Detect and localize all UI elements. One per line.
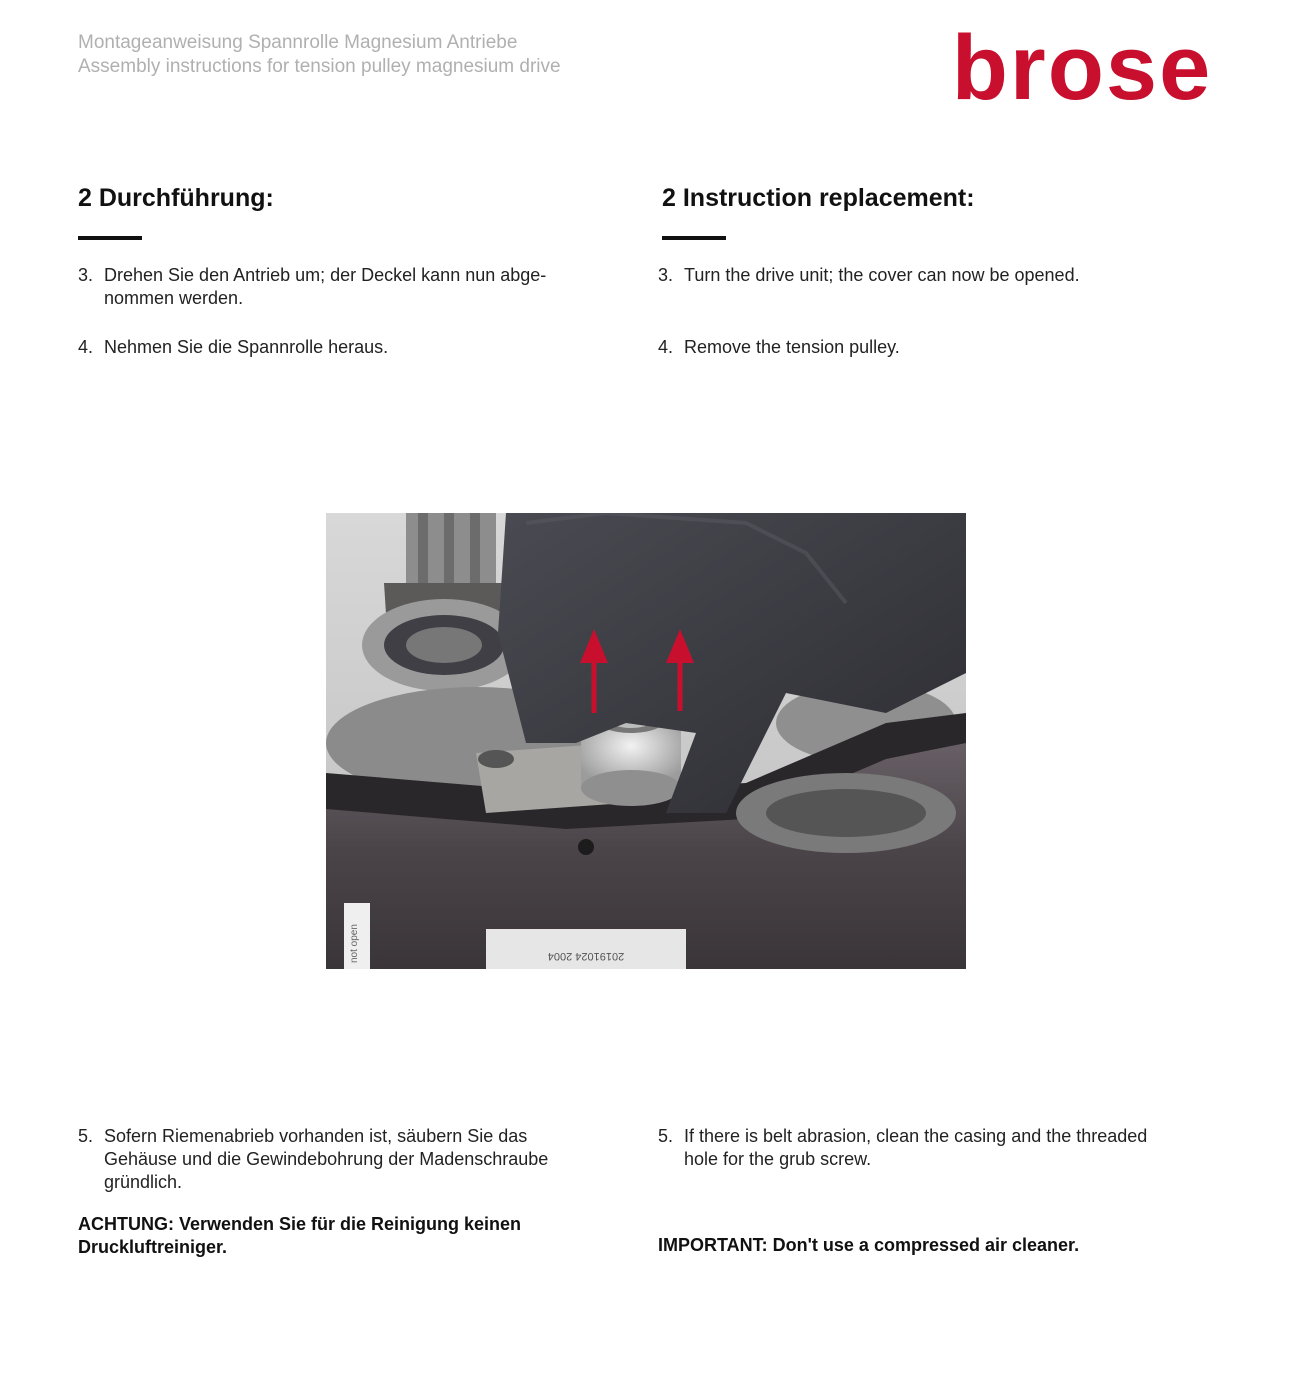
step-4-en	[658, 336, 1218, 359]
heading-de: 2 Durchführung:	[78, 184, 274, 212]
heading-rule-en	[662, 236, 726, 240]
step-5-en	[658, 1125, 1238, 1171]
header-title-en: Assembly instructions for tension pulley magnesium drive	[78, 56, 561, 77]
step-text-line: Gehäuse und die Gewindebohrung der Madenschraube	[104, 1149, 549, 1169]
step-number: 4.	[658, 337, 674, 357]
warning-en: IMPORTANT: Don't use a compressed air cleaner.	[658, 1235, 1080, 1255]
heading-rule-de	[78, 236, 142, 240]
heading-en: 2 Instruction replacement:	[662, 184, 975, 212]
step-5-de	[78, 1125, 638, 1194]
step-text-line: Drehen Sie den Antrieb um; der Deckel kann nun abge-	[104, 265, 547, 285]
step-text-line: hole for the grub screw.	[684, 1149, 872, 1169]
step-number: 5.	[658, 1126, 674, 1146]
tension-pulley-removal-illustration	[326, 513, 966, 969]
warning-text-line: ACHTUNG: Verwenden Sie für die Reinigung keinen	[78, 1214, 522, 1234]
instruction-photo	[326, 513, 966, 969]
housing-label-text: 20191024 2004	[547, 950, 625, 962]
step-number: 3.	[78, 265, 94, 285]
step-3-en	[658, 264, 1218, 287]
step-text-line: Sofern Riemenabrieb vorhanden ist, säubern Sie das	[104, 1126, 528, 1146]
step-text: Turn the drive unit; the cover can now be opened.	[684, 265, 1080, 285]
step-3-de	[78, 264, 618, 310]
warning-text-line: Druckluftreiniger.	[78, 1237, 228, 1257]
warning-de	[78, 1213, 638, 1259]
step-text: Nehmen Sie die Spannrolle heraus.	[104, 337, 389, 357]
step-text-line: gründlich.	[104, 1172, 183, 1192]
sticker-text: not open	[349, 924, 360, 963]
document-header	[78, 31, 561, 79]
header-title-de: Montageanweisung Spannrolle Magnesium Antriebe	[78, 32, 518, 53]
step-4-de	[78, 336, 618, 359]
step-text-line: nommen werden.	[104, 288, 244, 308]
step-text-line: If there is belt abrasion, clean the casing and the threaded	[684, 1126, 1148, 1146]
step-number: 5.	[78, 1126, 94, 1146]
brose-logo: brose	[951, 17, 1213, 119]
step-text: Remove the tension pulley.	[684, 337, 900, 357]
step-number: 3.	[658, 265, 674, 285]
step-number: 4.	[78, 337, 94, 357]
